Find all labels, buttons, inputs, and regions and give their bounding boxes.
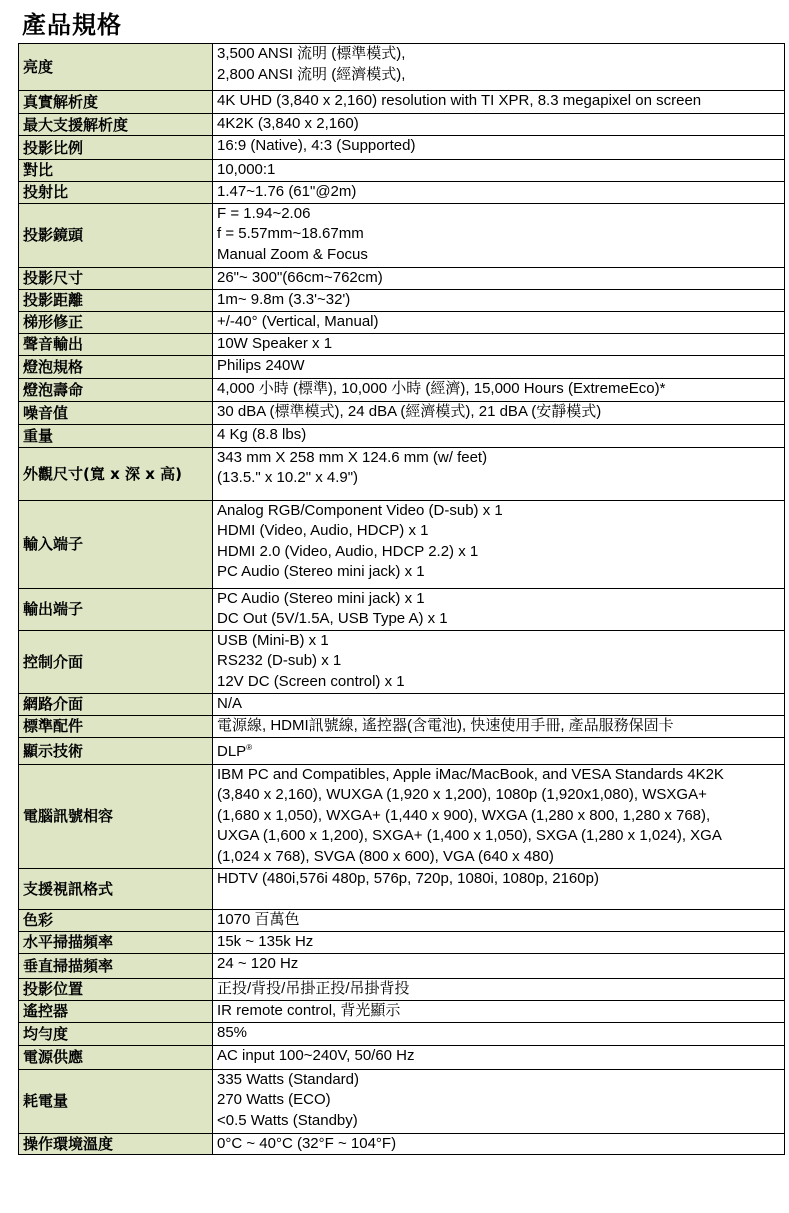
spec-label: 投影鏡頭 bbox=[19, 203, 213, 267]
spec-value-line bbox=[217, 1134, 784, 1155]
spec-value-line bbox=[217, 91, 784, 112]
spec-value bbox=[213, 715, 785, 737]
spec-row bbox=[19, 1045, 785, 1069]
spec-value-line bbox=[217, 910, 784, 931]
spec-value-line bbox=[217, 1023, 784, 1044]
spec-label: 遙控器 bbox=[19, 1000, 213, 1022]
spec-value bbox=[213, 953, 785, 978]
spec-value-text: f = 5.57mm~18.67mm bbox=[217, 225, 364, 243]
spec-value bbox=[213, 203, 785, 267]
spec-label: 投影位置 bbox=[19, 978, 213, 1000]
spec-row bbox=[19, 355, 785, 378]
spec-value bbox=[213, 737, 785, 764]
spec-label: 輸出端子 bbox=[19, 588, 213, 630]
spec-value-text: UXGA (1,600 x 1,200), SXGA+ (1,400 x 1,050), SXGA (1,280 x 1,024), XGA bbox=[217, 827, 722, 845]
spec-value-text: 85% bbox=[217, 1023, 248, 1041]
spec-value-text: IBM PC and Compatibles, Apple iMac/MacBook, and VESA Standards 4K2K bbox=[217, 765, 724, 783]
spec-label: 噪音值 bbox=[19, 401, 213, 424]
spec-value-line bbox=[217, 954, 784, 975]
spec-value bbox=[213, 136, 785, 160]
spec-value-line bbox=[217, 521, 784, 542]
spec-value-text: (1,680 x 1,050), WXGA+ (1,440 x 900), WXGA (1,280 x 800, 1,280 x 768), bbox=[217, 806, 711, 824]
spec-row bbox=[19, 1022, 785, 1045]
spec-value bbox=[213, 909, 785, 931]
spec-value bbox=[213, 868, 785, 909]
spec-value bbox=[213, 424, 785, 447]
spec-label: 支援視訊格式 bbox=[19, 868, 213, 909]
spec-value bbox=[213, 1069, 785, 1133]
spec-row bbox=[19, 909, 785, 931]
spec-value-text: 電源線, HDMI訊號線, 遙控器(含電池), 快速使用手冊, 產品服務保固卡 bbox=[217, 716, 674, 734]
spec-row bbox=[19, 44, 785, 91]
spec-row bbox=[19, 378, 785, 401]
spec-row bbox=[19, 1000, 785, 1022]
spec-value-line bbox=[217, 562, 784, 583]
spec-value-text: 3,500 ANSI 流明 (標準模式), bbox=[217, 45, 406, 62]
spec-value-line bbox=[217, 402, 784, 423]
spec-value bbox=[213, 160, 785, 182]
spec-value-text: 16:9 (Native), 4:3 (Supported) bbox=[217, 137, 416, 154]
spec-value-line bbox=[217, 312, 784, 333]
spec-label: 真實解析度 bbox=[19, 91, 213, 114]
spec-table-body bbox=[19, 44, 785, 1155]
spec-value-line bbox=[217, 468, 784, 489]
spec-value-line bbox=[217, 542, 784, 563]
spec-label: 耗電量 bbox=[19, 1069, 213, 1133]
spec-value bbox=[213, 401, 785, 424]
spec-value-line bbox=[217, 672, 784, 693]
spec-row bbox=[19, 181, 785, 203]
spec-row bbox=[19, 1133, 785, 1155]
spec-row bbox=[19, 203, 785, 267]
spec-value-text: USB (Mini-B) x 1 bbox=[217, 631, 329, 649]
spec-value-line bbox=[217, 425, 784, 446]
spec-label: 亮度 bbox=[19, 44, 213, 91]
spec-value-line bbox=[217, 204, 784, 225]
spec-label: 均勻度 bbox=[19, 1022, 213, 1045]
spec-value-text: AC input 100~240V, 50/60 Hz bbox=[217, 1046, 415, 1064]
spec-value-text: 12V DC (Screen control) x 1 bbox=[217, 672, 405, 690]
spec-value-line bbox=[217, 290, 784, 311]
spec-row bbox=[19, 424, 785, 447]
spec-value-text: 335 Watts (Standard) bbox=[217, 1070, 360, 1088]
spec-value-text: 15k ~ 135k Hz bbox=[217, 932, 314, 950]
spec-value bbox=[213, 267, 785, 289]
spec-value bbox=[213, 693, 785, 715]
spec-value-line bbox=[217, 224, 784, 245]
spec-value-line bbox=[217, 448, 784, 469]
spec-label: 電腦訊號相容 bbox=[19, 764, 213, 868]
spec-value bbox=[213, 1022, 785, 1045]
spec-value-text: 1m~ 9.8m (3.3'~32') bbox=[217, 290, 351, 308]
spec-value-text: 4,000 小時 (標準), 10,000 小時 (經濟), 15,000 Hours (ExtremeEco)* bbox=[217, 379, 666, 397]
spec-value bbox=[213, 447, 785, 500]
spec-row bbox=[19, 630, 785, 693]
spec-row bbox=[19, 311, 785, 333]
spec-label: 色彩 bbox=[19, 909, 213, 931]
spec-value bbox=[213, 931, 785, 953]
spec-row bbox=[19, 715, 785, 737]
spec-value bbox=[213, 1045, 785, 1069]
spec-value-text: 343 mm X 258 mm X 124.6 mm (w/ feet) bbox=[217, 448, 488, 466]
spec-value bbox=[213, 333, 785, 355]
spec-value-line bbox=[217, 932, 784, 953]
spec-value bbox=[213, 1133, 785, 1155]
spec-value-line bbox=[217, 1090, 784, 1111]
spec-value bbox=[213, 91, 785, 114]
spec-value-text: 10W Speaker x 1 bbox=[217, 334, 333, 352]
spec-value-line bbox=[217, 356, 784, 377]
spec-value-text: 24 ~ 120 Hz bbox=[217, 954, 299, 972]
spec-value-line bbox=[217, 806, 784, 827]
spec-label: 最大支援解析度 bbox=[19, 114, 213, 136]
spec-row bbox=[19, 333, 785, 355]
spec-value-text: HDMI 2.0 (Video, Audio, HDCP 2.2) x 1 bbox=[217, 542, 479, 560]
spec-value-line bbox=[217, 694, 784, 715]
spec-value-line bbox=[217, 609, 784, 630]
spec-value-line bbox=[217, 826, 784, 847]
spec-value-line bbox=[217, 738, 784, 763]
spec-value-text: N/A bbox=[217, 694, 243, 712]
spec-value bbox=[213, 114, 785, 136]
spec-value bbox=[213, 44, 785, 91]
spec-value bbox=[213, 311, 785, 333]
spec-row bbox=[19, 160, 785, 182]
spec-label: 垂直掃描頻率 bbox=[19, 953, 213, 978]
spec-label: 燈泡規格 bbox=[19, 355, 213, 378]
spec-value-text: (13.5." x 10.2" x 4.9") bbox=[217, 469, 359, 487]
spec-value-text: PC Audio (Stereo mini jack) x 1 bbox=[217, 563, 425, 581]
spec-value-text: HDMI (Video, Audio, HDCP) x 1 bbox=[217, 522, 429, 540]
spec-value-text: Analog RGB/Component Video (D-sub) x 1 bbox=[217, 501, 503, 519]
spec-value-text: Manual Zoom & Focus bbox=[217, 245, 368, 263]
spec-value bbox=[213, 978, 785, 1000]
spec-value-text: (3,840 x 2,160), WUXGA (1,920 x 1,200), 1080p (1,920x1,080), WSXGA+ bbox=[217, 786, 707, 804]
page-title: 產品規格 bbox=[22, 11, 122, 39]
spec-label: 投影比例 bbox=[19, 136, 213, 160]
spec-value bbox=[213, 1000, 785, 1022]
spec-value-line bbox=[217, 1046, 784, 1067]
spec-label: 控制介面 bbox=[19, 630, 213, 693]
spec-value-text: 4K2K (3,840 x 2,160) bbox=[217, 115, 359, 132]
spec-label: 操作環境溫度 bbox=[19, 1133, 213, 1155]
spec-value-line bbox=[217, 65, 784, 86]
spec-value-line bbox=[217, 847, 784, 868]
spec-row bbox=[19, 737, 785, 764]
spec-value-line bbox=[217, 334, 784, 355]
spec-row bbox=[19, 1069, 785, 1133]
spec-row bbox=[19, 289, 785, 311]
spec-value-text: Philips 240W bbox=[217, 356, 305, 374]
spec-label: 對比 bbox=[19, 160, 213, 182]
spec-label: 標準配件 bbox=[19, 715, 213, 737]
spec-value-line bbox=[217, 1070, 784, 1091]
spec-label: 重量 bbox=[19, 424, 213, 447]
spec-value-line bbox=[217, 44, 784, 65]
spec-value bbox=[213, 500, 785, 588]
spec-value-text: 0°C ~ 40°C (32°F ~ 104°F) bbox=[217, 1134, 397, 1152]
spec-value bbox=[213, 764, 785, 868]
spec-value-text: F = 1.94~2.06 bbox=[217, 204, 311, 222]
spec-value-line bbox=[217, 182, 784, 203]
spec-value-line bbox=[217, 631, 784, 652]
spec-row bbox=[19, 588, 785, 630]
spec-value-text: PC Audio (Stereo mini jack) x 1 bbox=[217, 589, 425, 607]
spec-value bbox=[213, 289, 785, 311]
spec-label: 投影距離 bbox=[19, 289, 213, 311]
spec-label: 燈泡壽命 bbox=[19, 378, 213, 401]
spec-row bbox=[19, 931, 785, 953]
spec-value-text: HDTV (480i,576i 480p, 576p, 720p, 1080i, 1080p, 2160p) bbox=[217, 869, 599, 887]
spec-value-line bbox=[217, 136, 784, 157]
spec-table bbox=[18, 43, 785, 1155]
spec-value-text: 1.47~1.76 (61"@2m) bbox=[217, 182, 357, 200]
spec-value-text: 30 dBA (標準模式), 24 dBA (經濟模式), 21 dBA (安靜模式) bbox=[217, 402, 602, 420]
spec-value-line bbox=[217, 869, 784, 890]
spec-label: 聲音輸出 bbox=[19, 333, 213, 355]
spec-value-line bbox=[217, 651, 784, 672]
spec-label: 梯形修正 bbox=[19, 311, 213, 333]
spec-row bbox=[19, 500, 785, 588]
spec-row bbox=[19, 447, 785, 500]
spec-label: 外觀尺寸(寬 x 深 x 高) bbox=[19, 447, 213, 500]
spec-row bbox=[19, 868, 785, 909]
spec-value-text: 1070 百萬色 bbox=[217, 910, 300, 928]
spec-value-line bbox=[217, 716, 784, 737]
spec-value-line bbox=[217, 379, 784, 400]
spec-value-text: 4 Kg (8.8 lbs) bbox=[217, 425, 307, 443]
registered-mark: ® bbox=[246, 742, 253, 752]
spec-label: 水平掃描頻率 bbox=[19, 931, 213, 953]
spec-value-line bbox=[217, 268, 784, 289]
spec-value bbox=[213, 378, 785, 401]
spec-value-text: (1,024 x 768), SVGA (800 x 600), VGA (640 x 480) bbox=[217, 847, 554, 865]
spec-value-text: IR remote control, 背光顯示 bbox=[217, 1001, 401, 1019]
spec-value-line bbox=[217, 765, 784, 786]
spec-row bbox=[19, 401, 785, 424]
spec-value-line bbox=[217, 114, 784, 135]
spec-value-text: DLP bbox=[217, 742, 247, 760]
spec-value bbox=[213, 630, 785, 693]
spec-value-text: RS232 (D-sub) x 1 bbox=[217, 652, 342, 670]
spec-value-text: 270 Watts (ECO) bbox=[217, 1091, 331, 1109]
spec-row bbox=[19, 978, 785, 1000]
spec-row bbox=[19, 136, 785, 160]
spec-value-text: 10,000:1 bbox=[217, 161, 276, 178]
spec-label: 投射比 bbox=[19, 181, 213, 203]
spec-label: 電源供應 bbox=[19, 1045, 213, 1069]
spec-row bbox=[19, 764, 785, 868]
spec-value-line bbox=[217, 785, 784, 806]
spec-value-text: 26"~ 300"(66cm~762cm) bbox=[217, 268, 383, 286]
spec-value bbox=[213, 355, 785, 378]
spec-row bbox=[19, 91, 785, 114]
spec-row bbox=[19, 114, 785, 136]
spec-value-text: +/-40° (Vertical, Manual) bbox=[217, 312, 379, 330]
spec-value-text: DC Out (5V/1.5A, USB Type A) x 1 bbox=[217, 610, 448, 628]
spec-value-text: <0.5 Watts (Standby) bbox=[217, 1111, 358, 1129]
spec-value-line bbox=[217, 160, 784, 181]
spec-value-line bbox=[217, 589, 784, 610]
spec-row bbox=[19, 953, 785, 978]
spec-label: 顯示技術 bbox=[19, 737, 213, 764]
spec-value-text: 2,800 ANSI 流明 (經濟模式), bbox=[217, 65, 406, 83]
spec-row bbox=[19, 267, 785, 289]
spec-value-line bbox=[217, 1111, 784, 1132]
spec-value-line bbox=[217, 501, 784, 522]
spec-row bbox=[19, 693, 785, 715]
spec-value-text: 4K UHD (3,840 x 2,160) resolution with TI XPR, 8.3 megapixel on screen bbox=[217, 92, 702, 109]
spec-label: 輸入端子 bbox=[19, 500, 213, 588]
spec-value-text: 正投/背投/吊掛正投/吊掛背投 bbox=[217, 979, 410, 997]
spec-value-line bbox=[217, 1001, 784, 1022]
spec-value bbox=[213, 181, 785, 203]
spec-label: 網路介面 bbox=[19, 693, 213, 715]
spec-value bbox=[213, 588, 785, 630]
spec-value-line bbox=[217, 979, 784, 1000]
spec-value-line bbox=[217, 245, 784, 266]
spec-label: 投影尺寸 bbox=[19, 267, 213, 289]
